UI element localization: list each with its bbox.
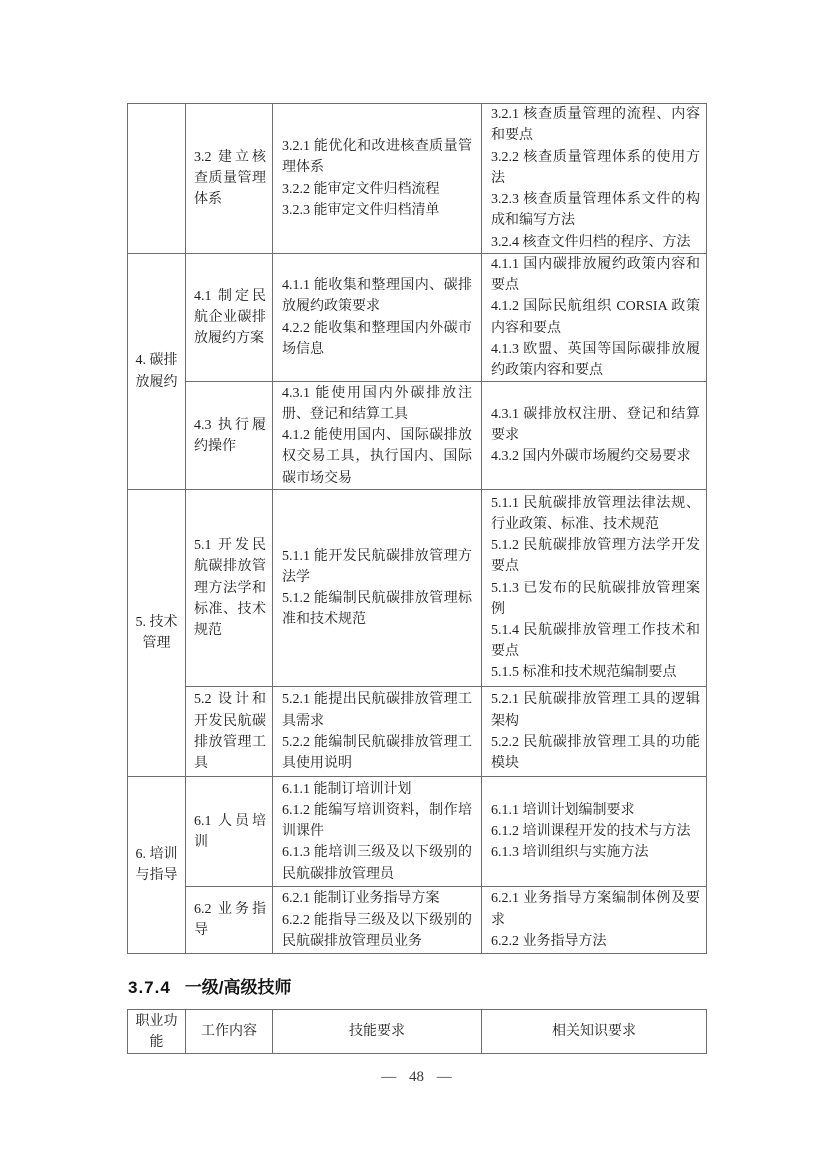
knowledge-item: 4.3.1 碳排放权注册、登记和结算要求 (491, 406, 700, 444)
skill-item: 6.1.1 能制订培训计划 (282, 781, 412, 797)
knowledge-item: 5.2.1 民航碳排放管理工具的逻辑架构 (491, 692, 700, 729)
knowledge-item: 4.1.3 欧盟、英国等国际碳排放履约政策内容和要点 (491, 341, 700, 379)
cell-work-content (186, 104, 273, 254)
skill-item: 3.2.3 能审定文件归档清单 (282, 202, 440, 218)
function-label: 6. 培训与指导 (135, 847, 178, 884)
cell-skill-requirements (273, 687, 482, 777)
knowledge-item: 5.1.2 民航碳排放管理方法学开发要点 (491, 538, 700, 575)
cell-work-content (186, 887, 273, 954)
knowledge-item: 5.2.2 民航碳排放管理工具的功能模块 (491, 734, 700, 771)
work-content-label: 5.1 开发民航碳排放管理方法学和标准、技术规范 (194, 538, 266, 639)
function-label: 4. 碳排放履约 (135, 353, 178, 390)
column-header-label: 职业功能 (135, 1013, 178, 1050)
header-skill-requirements (273, 1010, 482, 1054)
knowledge-item: 5.1.5 标准和技术规范编制要点 (491, 665, 677, 681)
cell-knowledge-requirements (482, 104, 707, 254)
table-row (128, 687, 707, 777)
column-header-label: 技能要求 (349, 1024, 405, 1040)
cell-work-content (186, 687, 273, 777)
knowledge-item: 6.2.1 业务指导方案编制体例及要求 (491, 891, 700, 928)
knowledge-item: 5.1.3 已发布的民航碳排放管理案例 (491, 580, 700, 617)
work-content-label: 4.3 执行履约操作 (194, 417, 266, 454)
knowledge-item: 6.1.1 培训计划编制要求 (491, 802, 635, 818)
column-header-label: 工作内容 (201, 1024, 257, 1040)
section-title: 一级/高级技师 (184, 978, 292, 998)
table-row (128, 254, 707, 382)
skill-item: 6.2.1 能制订业务指导方案 (282, 891, 440, 907)
header-occupational-function (128, 1010, 186, 1054)
knowledge-item: 6.1.3 培训组织与实施方法 (491, 845, 649, 861)
knowledge-item: 3.2.1 核查质量管理的流程、内容和要点 (491, 107, 700, 144)
cell-skill-requirements (273, 254, 482, 382)
cell-skill-requirements (273, 887, 482, 954)
knowledge-item: 4.3.2 国内外碳市场履约交易要求 (491, 449, 691, 465)
table-row (128, 887, 707, 954)
cell-knowledge-requirements (482, 490, 707, 687)
table-header-row (128, 1010, 707, 1054)
cell-knowledge-requirements (482, 887, 707, 954)
knowledge-item: 5.1.4 民航碳排放管理工作技术和要点 (491, 623, 700, 660)
cell-knowledge-requirements (482, 777, 707, 887)
cell-skill-requirements (273, 104, 482, 254)
skill-item: 3.2.1 能优化和改进核查质量管理体系 (282, 139, 472, 176)
knowledge-item: 6.1.2 培训课程开发的技术与方法 (491, 824, 691, 840)
table-row (128, 104, 707, 254)
skill-item: 5.1.1 能开发民航碳排放管理方法学 (282, 548, 472, 586)
skill-item: 4.1.2 能使用国内、国际碳排放权交易工具，执行国内、国际碳市场交易 (282, 428, 472, 486)
cell-work-content (186, 490, 273, 687)
skill-item: 3.2.2 能审定文件归档流程 (282, 181, 440, 197)
skill-item: 6.1.3 能培训三级及以下级别的民航碳排放管理员 (282, 845, 472, 882)
cell-occupational-function (128, 254, 186, 490)
knowledge-item: 5.1.1 民航碳排放管理法律法规、行业政策、标准、技术规范 (491, 495, 700, 532)
column-header-label: 相关知识要求 (552, 1024, 636, 1040)
knowledge-item: 3.2.3 核查质量管理体系文件的构成和编写方法 (491, 192, 700, 229)
work-content-label: 6.1 人员培训 (194, 813, 266, 850)
skill-requirements-table (127, 103, 707, 954)
page-number: — 48 — (381, 1069, 452, 1086)
table-row (128, 382, 707, 490)
work-content-label: 6.2 业务指导 (194, 902, 266, 939)
cell-skill-requirements (273, 382, 482, 490)
knowledge-item: 3.2.4 核查文件归档的程序、方法 (491, 234, 691, 250)
section-number: 3.7.4 (128, 978, 171, 998)
cell-knowledge-requirements (482, 254, 707, 382)
work-content-label: 3.2 建立核查质量管理体系 (194, 149, 266, 208)
skill-item: 5.2.2 能编制民航碳排放管理工具使用说明 (282, 734, 472, 771)
section-heading (128, 976, 826, 1000)
work-content-label: 5.2 设计和开发民航碳排放管理工具 (194, 692, 266, 771)
cell-knowledge-requirements (482, 382, 707, 490)
next-level-table-header (127, 1009, 707, 1054)
skill-item: 6.1.2 能编写培训资料，制作培训课件 (282, 802, 472, 840)
cell-skill-requirements (273, 777, 482, 887)
skill-item: 4.1.1 能收集和整理国内、碳排放履约政策要求 (282, 278, 472, 315)
cell-work-content (186, 777, 273, 887)
knowledge-item: 3.2.2 核查质量管理体系的使用方法 (491, 149, 700, 186)
skill-item: 4.3.1 能使用国内外碳排放注册、登记和结算工具 (282, 385, 472, 422)
knowledge-item: 4.1.2 国际民航组织 CORSIA 政策内容和要点 (491, 299, 700, 336)
work-content-label: 4.1 制定民航企业碳排放履约方案 (194, 288, 266, 347)
skill-item: 6.2.2 能指导三级及以下级别的民航碳排放管理员业务 (282, 912, 472, 949)
cell-skill-requirements (273, 490, 482, 687)
skill-item: 5.2.1 能提出民航碳排放管理工具需求 (282, 692, 472, 729)
cell-occupational-function (128, 490, 186, 777)
cell-knowledge-requirements (482, 687, 707, 777)
knowledge-item: 4.1.1 国内碳排放履约政策内容和要点 (491, 257, 700, 294)
cell-occupational-function-empty (128, 104, 186, 254)
skill-item: 5.1.2 能编制民航碳排放管理标准和技术规范 (282, 591, 472, 628)
header-knowledge-requirements (482, 1010, 707, 1054)
function-label: 5. 技术管理 (135, 615, 178, 652)
skill-item: 4.2.2 能收集和整理国内外碳市场信息 (282, 320, 472, 357)
knowledge-item: 6.2.2 业务指导方法 (491, 933, 607, 949)
cell-work-content (186, 254, 273, 382)
table-row (128, 490, 707, 687)
cell-occupational-function (128, 777, 186, 954)
header-work-content (186, 1010, 273, 1054)
table-row (128, 777, 707, 887)
cell-work-content (186, 382, 273, 490)
